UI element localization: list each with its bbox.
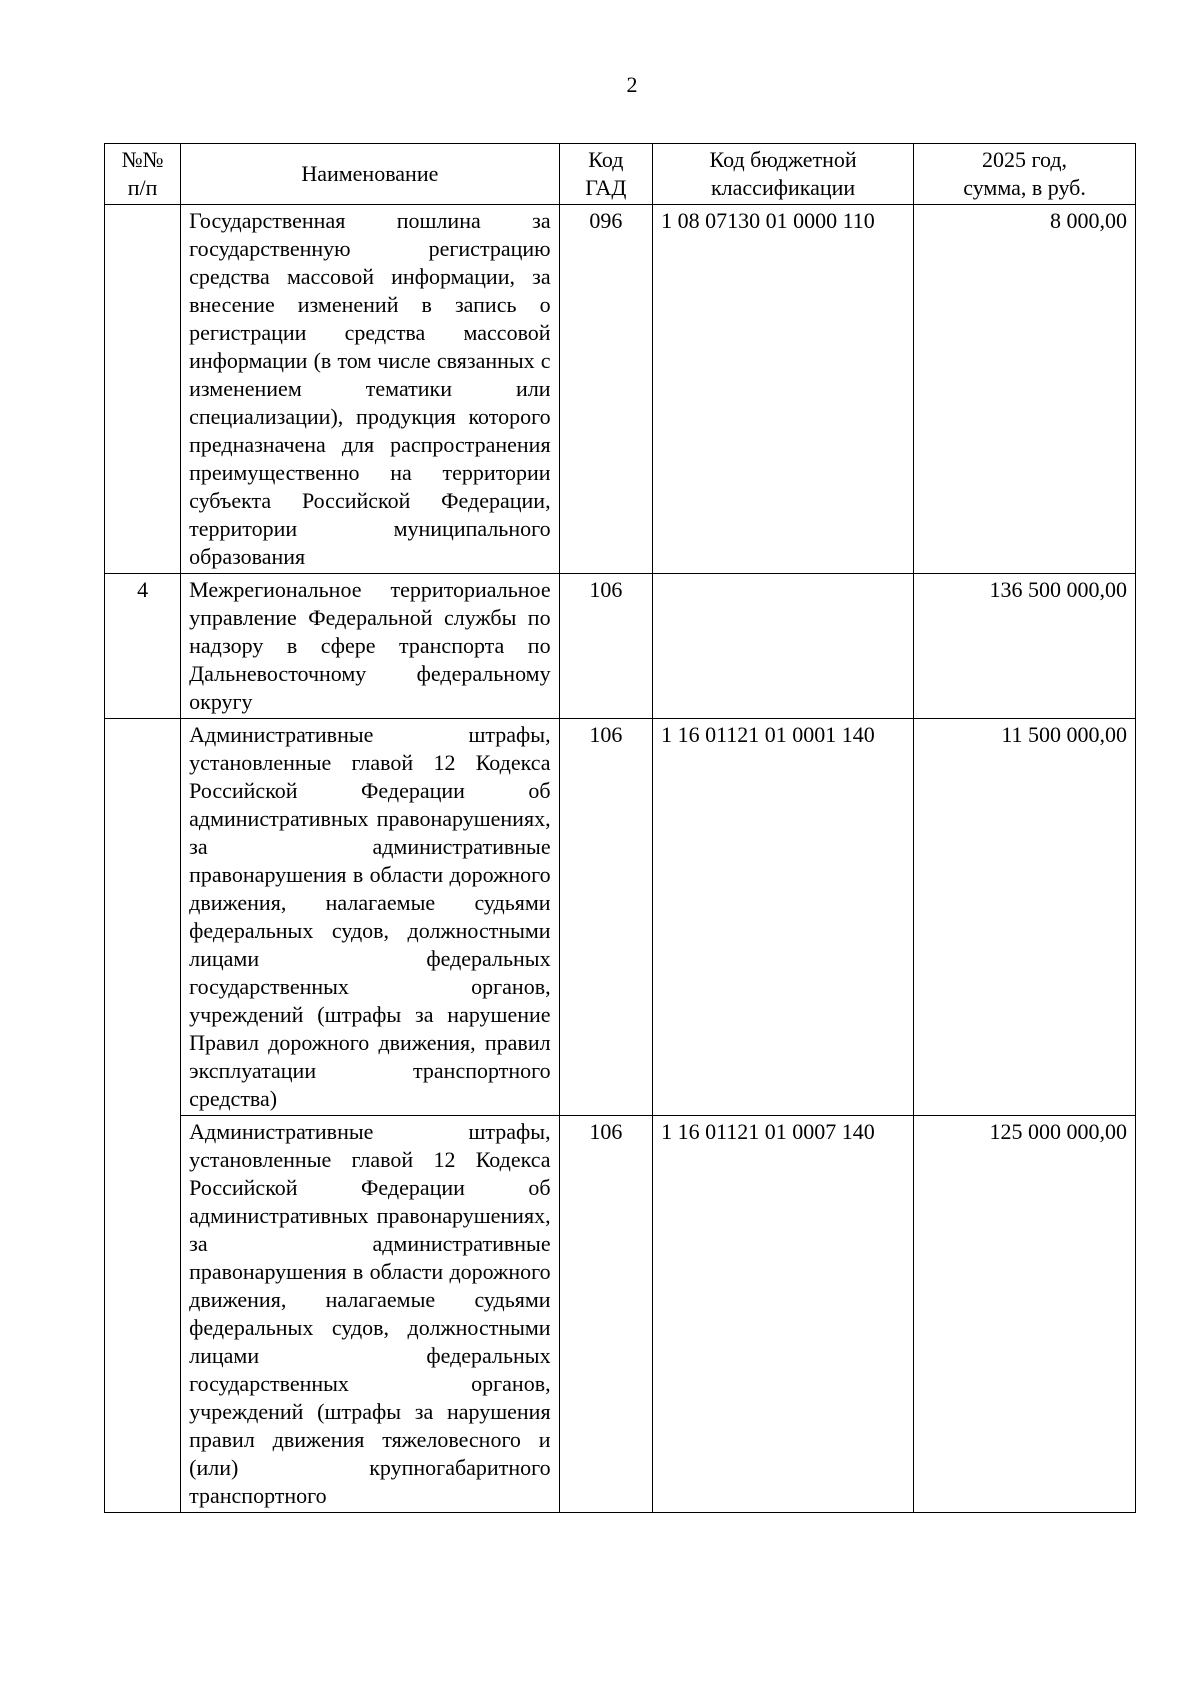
row-kbk: 1 08 07130 01 0000 110: [653, 205, 914, 574]
table-body: [105, 205, 1136, 1513]
row-num: [105, 205, 181, 574]
row-sum: 11 500 000,00: [914, 719, 1136, 1116]
row-sum: 136 500 000,00: [914, 574, 1136, 719]
row-kbk: 1 16 01121 01 0007 140: [653, 1116, 914, 1513]
header-num: №№ п/п: [105, 144, 181, 205]
table-row: [105, 719, 1136, 1116]
header-row: [105, 144, 1136, 205]
row-gad: 106: [559, 574, 653, 719]
header-kbk: Код бюджетной классификации: [653, 144, 914, 205]
row-name: Государственная пошлина за государственную регистрацию средства массовой информации, за внесение изменений в запись о регистрации средства массовой информации (в том числе связанных с изменением тематики или специализации), продукция которого предназначена для распространения преимущественно на территории субъекта Российской Федерации, территории муниципального образования: [181, 205, 559, 574]
row-name: Административные штрафы, установленные главой 12 Кодекса Российской Федерации об административных правонарушениях, за административные правонарушения в области дорожного движения, налагаемые судьями федеральных судов, должностными лицами федеральных государственных органов, учреждений (штрафы за нарушения правил движения тяжеловесного и (или) крупногабаритного транспортного: [181, 1116, 559, 1513]
row-kbk: [653, 574, 914, 719]
page-number: 2: [626, 72, 638, 97]
header-gad: Код ГАД: [559, 144, 653, 205]
row-name: Межрегиональное территориальное управление Федеральной службы по надзору в сфере транспорта по Дальневосточному федеральному округу: [181, 574, 559, 719]
row-sum: 8 000,00: [914, 205, 1136, 574]
header-name: Наименование: [181, 144, 559, 205]
row-num: 4: [105, 574, 181, 719]
table-row: [105, 574, 1136, 719]
table-row: [105, 205, 1136, 574]
header-sum: 2025 год, сумма, в руб.: [914, 144, 1136, 205]
row-gad: 096: [559, 205, 653, 574]
row-kbk: 1 16 01121 01 0001 140: [653, 719, 914, 1116]
table-row: [105, 1116, 1136, 1513]
table-header: [105, 144, 1136, 205]
row-name: Административные штрафы, установленные главой 12 Кодекса Российской Федерации об административных правонарушениях, за административные правонарушения в области дорожного движения, налагаемые судьями федеральных судов, должностными лицами федеральных государственных органов, учреждений (штрафы за нарушение Правил дорожного движения, правил эксплуатации транспортного средства): [181, 719, 559, 1116]
row-sum: 125 000 000,00: [914, 1116, 1136, 1513]
row-num: [105, 719, 181, 1116]
row-gad: 106: [559, 719, 653, 1116]
budget-revenue-table: [104, 143, 1136, 1513]
row-num: [105, 1116, 181, 1513]
row-gad: 106: [559, 1116, 653, 1513]
